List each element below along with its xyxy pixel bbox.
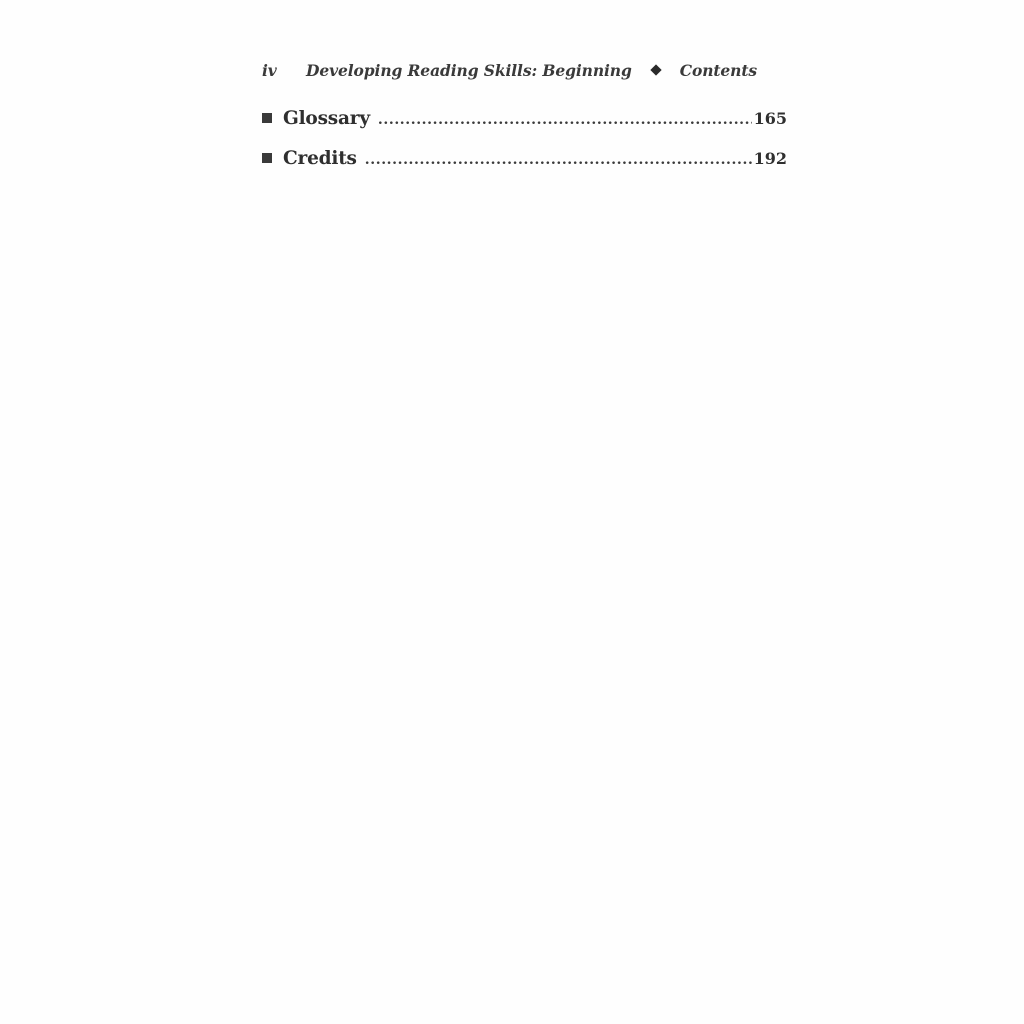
dot-leader [365, 152, 752, 168]
toc-entry-title: Glossary [283, 108, 370, 129]
toc-entry-page: 165 [753, 109, 787, 128]
toc-entry-glossary [262, 108, 787, 148]
diamond-icon [650, 64, 661, 75]
book-title: Developing Reading Skills: Beginning [306, 60, 632, 80]
toc-entry-page: 192 [753, 149, 787, 168]
toc-entry-credits [262, 148, 787, 188]
toc-entry-title: Credits [283, 148, 357, 169]
page-number: iv [262, 60, 277, 80]
running-head [262, 58, 757, 82]
square-bullet-icon [262, 153, 272, 163]
table-of-contents [262, 108, 787, 188]
section-title: Contents [679, 60, 758, 80]
dot-leader [378, 112, 752, 128]
square-bullet-icon [262, 113, 272, 123]
